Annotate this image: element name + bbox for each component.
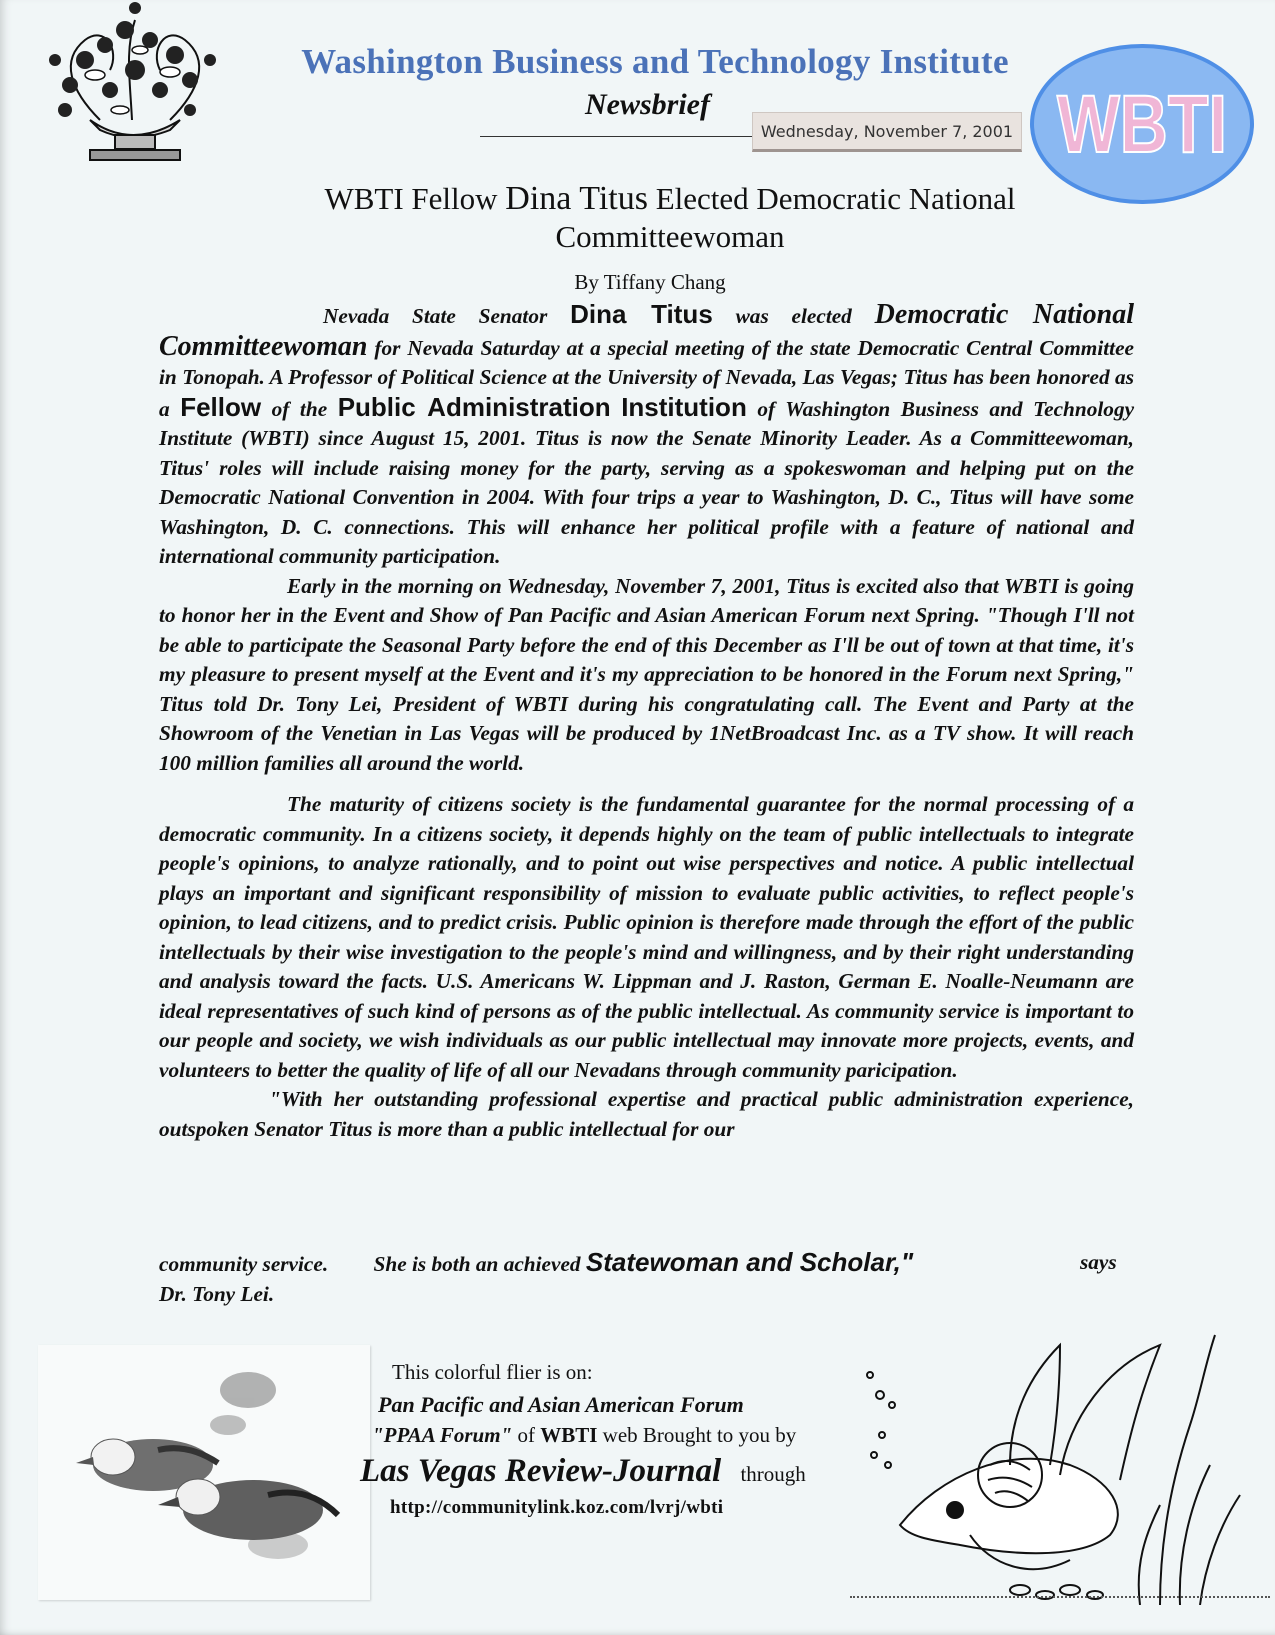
- headline-part-2: Elected Democratic National: [655, 181, 1016, 216]
- flier-newspaper-line: [360, 1453, 806, 1490]
- goldfish-illustration: [860, 1305, 1260, 1605]
- paragraph-1: [159, 300, 1134, 572]
- paragraph-spacer: [159, 778, 1134, 790]
- institute-title: Washington Business and Technology Institute: [301, 42, 1009, 81]
- closing-text-a: community service.: [159, 1252, 329, 1276]
- newsbrief-subtitle: Newsbrief: [585, 88, 710, 121]
- flower-vase-illustration: [30, 0, 235, 172]
- p1-public-admin: Public Administration: [337, 391, 611, 422]
- flier-of: of: [517, 1423, 535, 1447]
- flier-ppaa: "PPAA Forum": [372, 1423, 513, 1447]
- p1-institution: Institution: [621, 391, 747, 422]
- header-underline: [480, 136, 755, 137]
- byline: By Tiffany Chang: [574, 270, 726, 294]
- closing-emphasis: Statewoman and Scholar,": [585, 1247, 914, 1277]
- p1-fellow: Fellow: [180, 391, 262, 422]
- paragraph-3: The maturity of citizens society is the fundamental guarantee for the normal processing of a democratic community. In a citizens society, it depends highly on the team of public intellectuals to integrate people's opinions, to analyze rationally, and to point out wise perspectives and notice. A public intellectual plays an important and significant responsibility of mission to evaluate public activities, to reflect people's opinion, to lead citizens, and to predict crisis. Public opinion is therefore made through the effort of the public intellectuals by their wise investigation to the people's mind and willingness, and by their right understanding and analysis toward the facts. U.S. Americans W. Lippman and J. Raston, German E. Noalle-Neumann are ideal representatives of such kind of persons as of the public intellectual. As community service is important to our people and society, we wish individuals as our public intellectual may innovate more projects, events, and volunteers to better the quality of life of all our Nevadans through community paricipation.: [159, 792, 1134, 1082]
- p1-text-g: of the: [271, 396, 328, 421]
- flier-through: through: [740, 1462, 806, 1486]
- p1-text-c: was elected: [735, 304, 852, 328]
- p1-title: Democratic National Committeewoman: [159, 299, 1135, 362]
- headline-name: Dina Titus: [505, 180, 648, 217]
- headline: [230, 180, 1110, 256]
- flier-intro: This colorful flier is on:: [392, 1360, 593, 1384]
- flier-brought: web Brought to you by: [602, 1423, 797, 1447]
- flier-forum-name: Pan Pacific and Asian American Forum: [378, 1392, 744, 1417]
- article-closing: [159, 1248, 1119, 1308]
- p1-name: Dina Titus: [570, 299, 713, 329]
- flier-newspaper: Las Vegas Review-Journal: [360, 1453, 722, 1489]
- headline-part-1: WBTI Fellow: [324, 181, 498, 216]
- flier-url-link[interactable]: http://communitylink.koz.com/lvrj/wbti: [390, 1497, 724, 1518]
- closing-attribution: Dr. Tony Lei.: [159, 1281, 275, 1306]
- ducks-illustration-card: [38, 1345, 370, 1600]
- paragraph-4: "With her outstanding professional expertise and practical public administration experience, outspoken Senator Titus is more than a public intellectual for our: [159, 1087, 1134, 1141]
- date-label: Wednesday, November 7, 2001: [752, 112, 1022, 152]
- says-word: says: [1080, 1250, 1117, 1274]
- wbti-logo-text: WBTI: [1057, 79, 1227, 170]
- p1-text-e: for Nevada Saturday at a special meeting of the state Democratic Central Committee in Tonopah. A Professor of Political Science at the University of Nevada, Las Vegas; Titus has been honored as a: [159, 335, 1135, 421]
- paragraph-2: Early in the morning on Wednesday, November 7, 2001, Titus is excited also that WBTI is going to honor her in the Event and Show of Pan Pacific and Asian American Forum next Spring. "Though I'll not be able to participate the Seasonal Party before the end of this December as I'll be out of town at that time, it's my pleasure to present myself at the Event and it's my appreciation to be honored in the Forum next Spring," Titus told Dr. Tony Lei, President of WBTI during his congratulating call. The Event and Party at the Showroom of the Venetian in Las Vegas will be produced by 1NetBroadcast Inc. as a TV show. It will reach 100 million families all around the world.: [159, 573, 1134, 775]
- ducks-illustration: [38, 1345, 370, 1600]
- flier-brought-line: [372, 1423, 796, 1448]
- article-body: [159, 300, 1134, 1144]
- p1-text-j: of Washington Business and Technology Institute (WBTI) since August 15, 2001. Titus is now the Senate Minority Leader. As a Committeewoman, Titus' roles will include raising money for the party, serving as a spokeswoman and helping put on the Democratic National Convention in 2004. With four trips a year to Washington, D. C., Titus will have some Washington, D. C. connections. This will enhance her political profile with a feature of national and international community participation.: [159, 396, 1135, 568]
- headline-line-2: Committeewoman: [555, 219, 785, 254]
- flier-wbti: WBTI: [540, 1423, 598, 1447]
- p1-text-a: Nevada State Senator: [323, 304, 548, 328]
- closing-text-b: She is both an achieved: [373, 1252, 581, 1276]
- bottom-dotted-rule: [850, 1596, 1270, 1598]
